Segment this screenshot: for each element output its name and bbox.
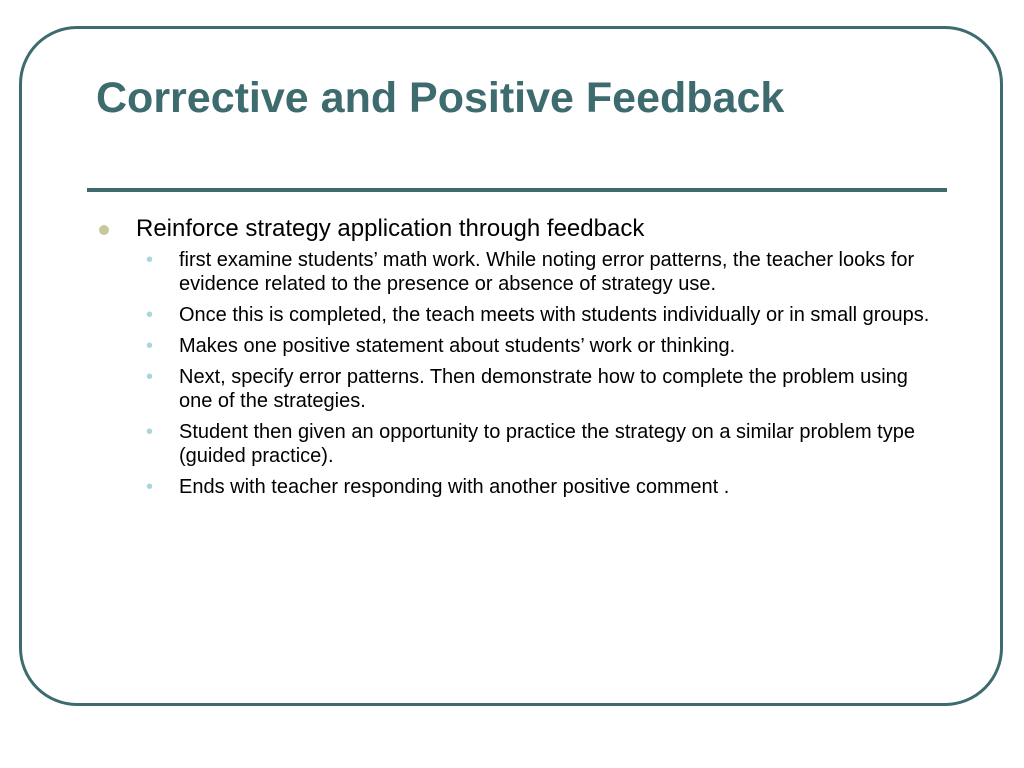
sub-bullet-item [96, 303, 939, 327]
sub-bullet-text: Makes one positive statement about students’ work or thinking. [179, 335, 736, 357]
slide-content [96, 213, 946, 506]
sub-bullet-dot-icon: • [146, 366, 154, 388]
main-bullet-item [96, 213, 946, 244]
title-divider [87, 188, 947, 192]
sub-bullet-item [96, 334, 939, 358]
sub-bullet-item [96, 420, 939, 468]
sub-bullet-text: Next, specify error patterns. Then demonstrate how to complete the problem using one of the strategies. [179, 366, 908, 412]
sub-bullet-dot-icon: • [146, 476, 154, 498]
sub-bullet-dot-icon: • [146, 304, 154, 326]
sub-bullet-text: Once this is completed, the teach meets with students individually or in small groups. [179, 304, 930, 326]
sub-bullet-item [96, 365, 939, 413]
sub-bullet-dot-icon: • [146, 421, 154, 443]
sub-bullet-dot-icon: • [146, 249, 154, 271]
sub-bullet-list [96, 248, 946, 499]
sub-bullet-dot-icon: • [146, 335, 154, 357]
main-bullet-text: Reinforce strategy application through feedback [136, 215, 645, 242]
sub-bullet-text: Student then given an opportunity to practice the strategy on a similar problem type (guided practice). [179, 421, 915, 467]
slide-title: Corrective and Positive Feedback [96, 74, 785, 122]
sub-bullet-text: Ends with teacher responding with another positive comment . [179, 476, 730, 498]
main-bullet-dot-icon [99, 225, 109, 235]
sub-bullet-text: first examine students’ math work. While noting error patterns, the teacher looks for evidence related to the presence or absence of strategy use. [179, 249, 915, 295]
sub-bullet-item [96, 475, 939, 499]
sub-bullet-item [96, 248, 939, 296]
